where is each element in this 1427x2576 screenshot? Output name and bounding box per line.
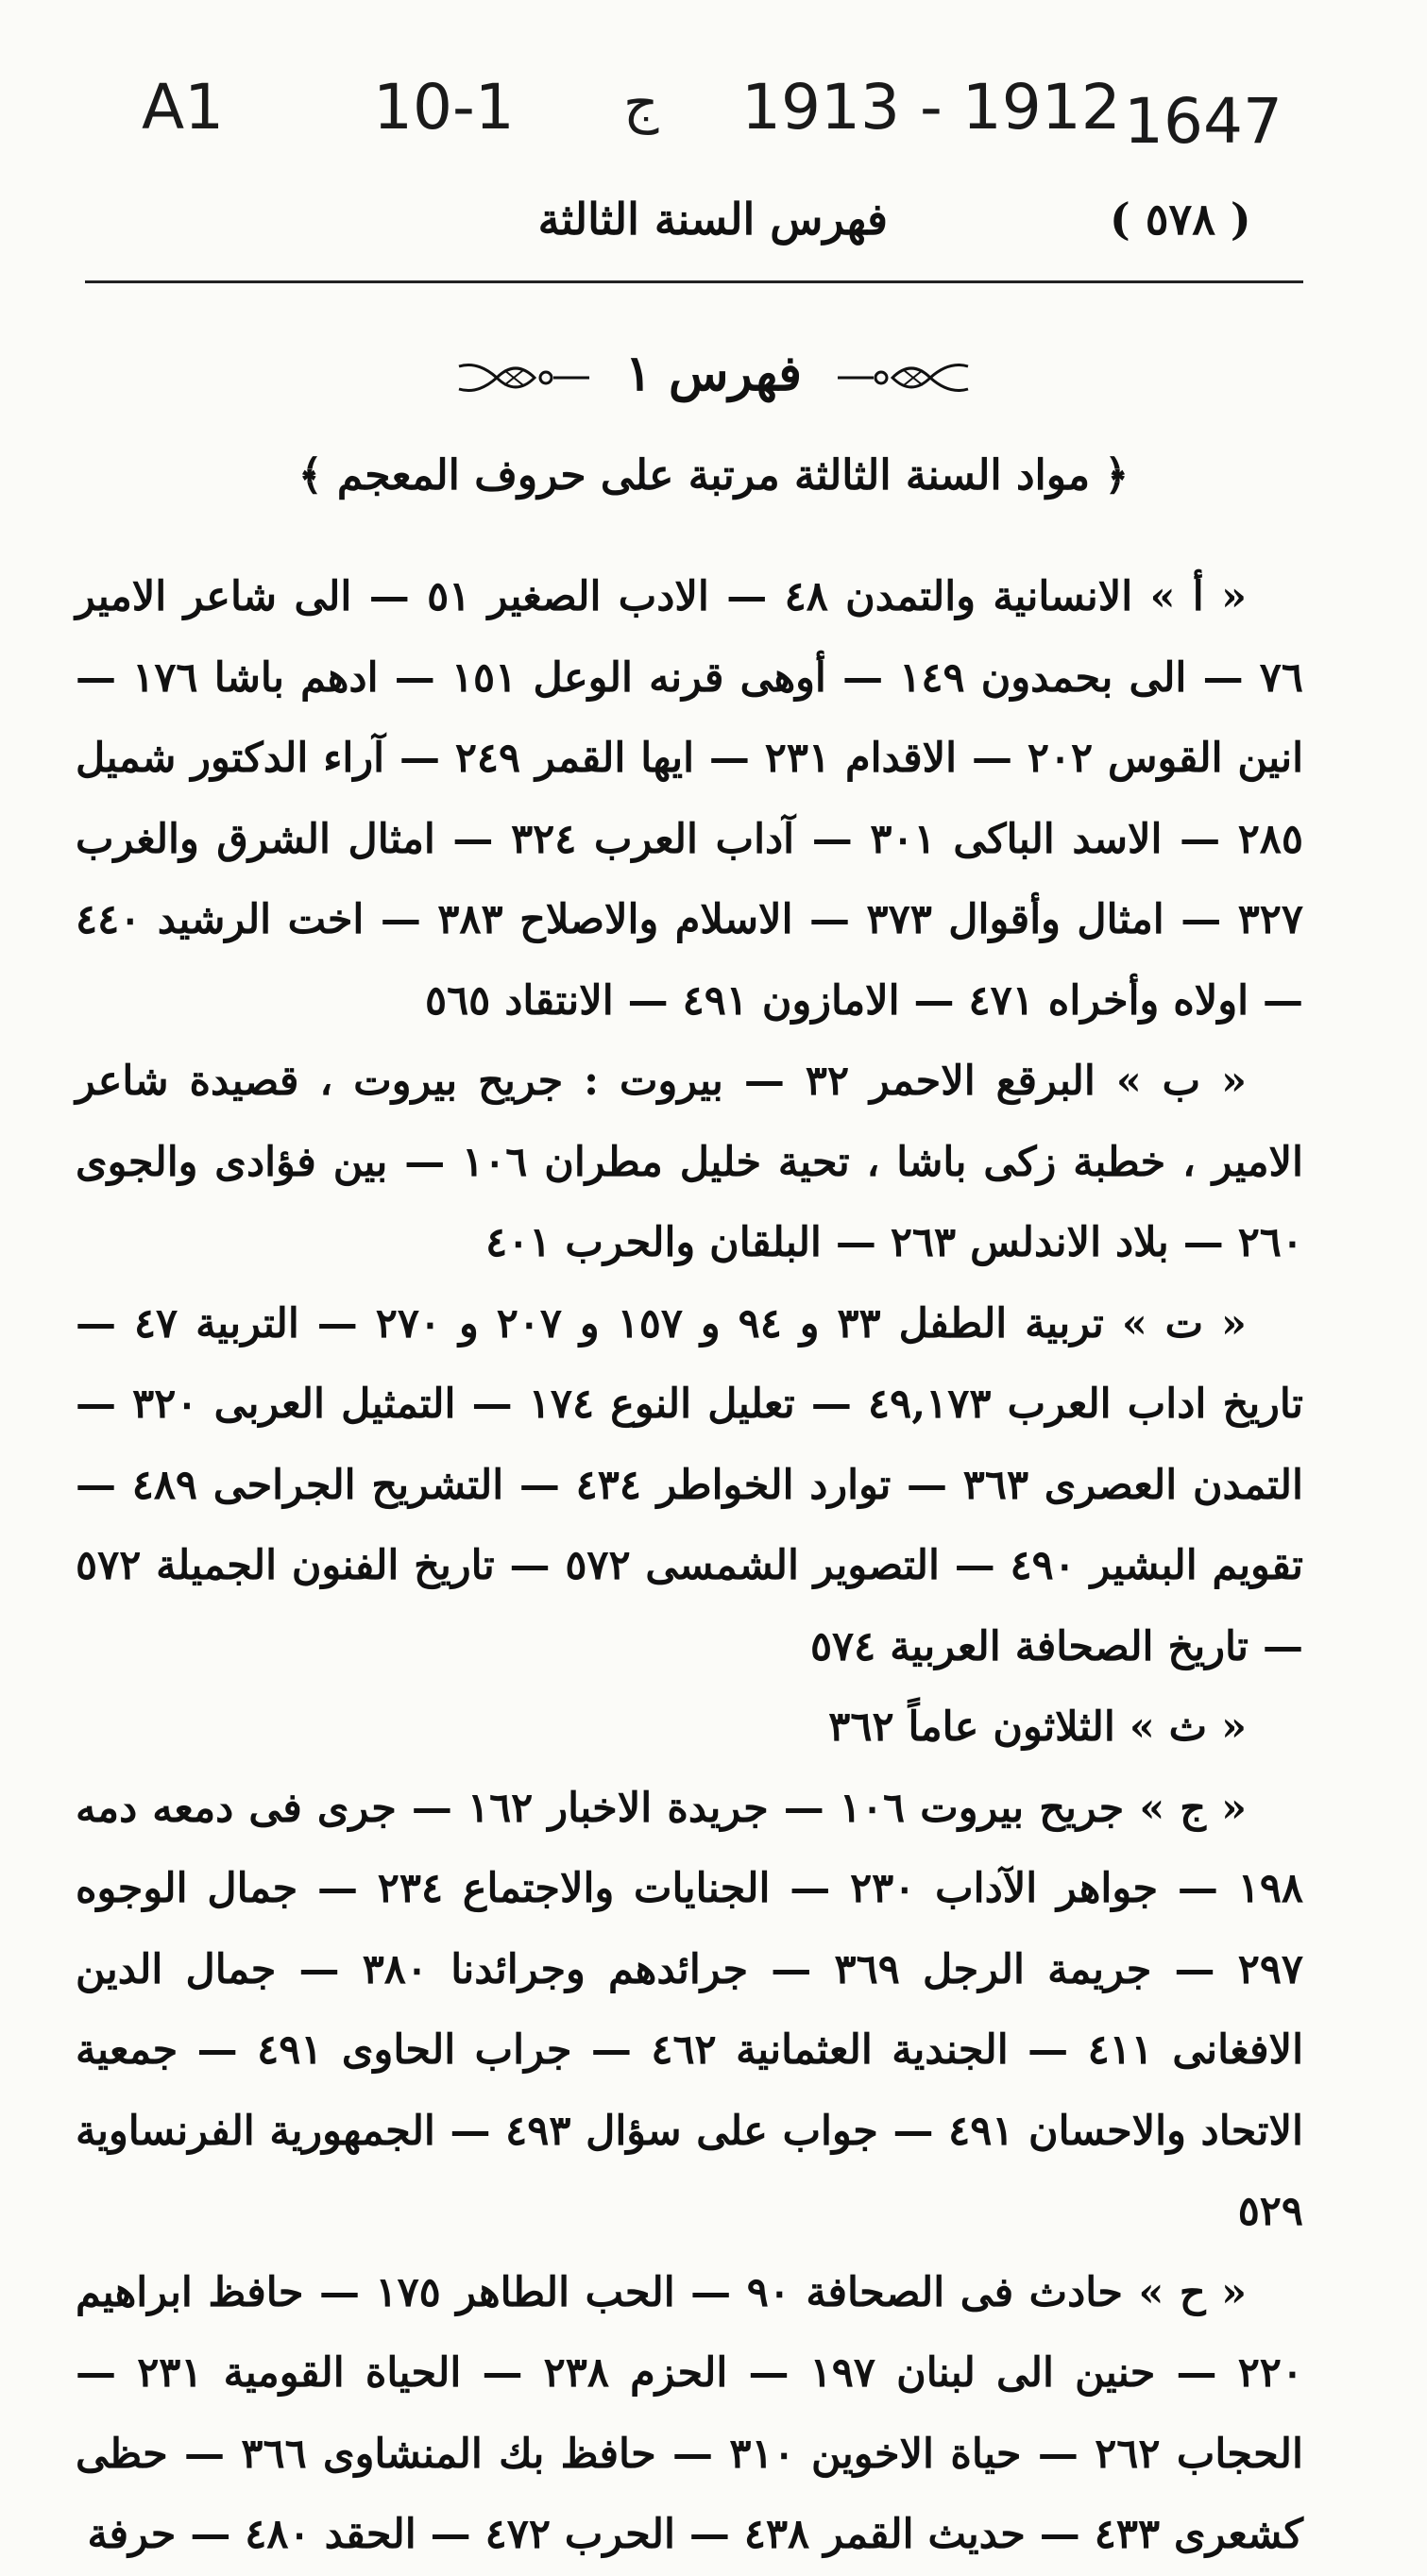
index-body — [76, 557, 1303, 2576]
handwritten-years: 1913 - 1912 — [741, 71, 1121, 144]
running-title: فهرس السنة الثالثة — [537, 194, 888, 245]
ornament-right-icon — [836, 359, 977, 397]
running-header — [85, 184, 1294, 279]
index-entry-alif: « أ » الانسانية والتمدن ٤٨ — الادب الصغير ٥١ — الى شاعر الامير ٧٦ — الى بحمدون ١٤٩ — أوهى قرنه الوعل ١٥١ — ادهم باشا ١٧٦ — انين القوس ٢٠٢ — الاقدام ٢٣١ — ايها القمر ٢٤٩ — آراء الدكتور شميل ٢٨٥ — الاسد الباكى ٣٠١ — آداب العرب ٣٢٤ — امثال الشرق والغرب ٣٢٧ — امثال وأقوال ٣٧٣ — الاسلام والاصلاح ٣٨٣ — اخت الرشيد ٤٤٠ — اولاه وأخراه ٤٧١ — الامازون ٤٩١ — الانتقاد ٥٦٥ — [76, 573, 1304, 1025]
index-heading — [0, 345, 1427, 402]
index-heading-text: فهرس ١ — [624, 345, 803, 402]
handwritten-ref: A1 — [142, 71, 225, 144]
header-rule — [85, 280, 1303, 283]
handwritten-mark: ج — [623, 71, 659, 135]
handwritten-annotation — [123, 52, 1294, 156]
index-entry-ha: « ح » حادث فى الصحافة ٩٠ — الحب الطاهر ١٧٥ — حافظ ابراهيم ٢٢٠ — حنين الى لبنان ١٩٧ — الحزم ٢٣٨ — الحياة القومية ٢٣١ — الحجاب ٢٦٢ — حياة الاخوين ٣١٠ — حافظ بك المنشاوى ٣٦٦ — حظى كشعرى ٤٣٣ — حديث القمر ٤٣٨ — الحرب ٤٧٢ — الحقد ٤٨٠ — حرفة — [76, 2268, 1303, 2558]
ornament-left-icon — [450, 359, 591, 397]
index-entry-jim: « ج » جريح بيروت ١٠٦ — جريدة الاخبار ١٦٢ — جرى فى دمعه دمه ١٩٨ — جواهر الآداب ٢٣٠ — الجنايات والاجتماع ٢٣٤ — جمال الوجوه ٢٩٧ — جريمة الرجل ٣٦٩ — جرائدهم وجرائدنا ٣٨٠ — جمال الدين الافغانى ٤١١ — الجندية العثمانية ٤٦٢ — جراب الحاوى ٤٩١ — جمعية الاتحاد والاحسان ٤٩١ — جواب على سؤال ٤٩٣ — الجمهورية الفرنساوية ٥٢٩ — [76, 1784, 1304, 2235]
page-number: ( ٥٧٨ ) — [1110, 194, 1251, 245]
handwritten-number: 1647 — [1124, 85, 1283, 158]
index-entry-ba: « ب » البرقع الاحمر ٣٢ — بيروت : جريح بيروت ، قصيدة شاعر الامير ، خطبة زكى باشا ، تحية خليل مطران ١٠٦ — بين فؤادى والجوى ٢٦٠ — بلاد الاندلس ٢٦٣ — البلقان والحرب ٤٠١ — [76, 1058, 1303, 1266]
handwritten-code: 10-1 — [373, 71, 515, 144]
index-entry-tha: « ث » الثلاثون عاماً ٣٦٢ — [828, 1703, 1247, 1751]
index-subtitle: ﴿ مواد السنة الثالثة مرتبة على حروف المعجم ﴾ — [297, 451, 1130, 500]
index-entry-ta: « ت » تربية الطفل ٣٣ و ٩٤ و ١٥٧ و ٢٠٧ و ٢٧٠ — التربية ٤٧ — تاريخ اداب العرب ٤٩,١٧٣ — تعليل النوع ١٧٤ — التمثيل العربى ٣٢٠ — التمدن العصرى ٣٦٣ — توارد الخواطر ٤٣٤ — التشريح الجراحى ٤٨٩ — تقويم البشير ٤٩٠ — التصوير الشمسى ٥٧٢ — تاريخ الفنون الجميلة ٥٧٢ — تاريخ الصحافة العربية ٥٧٤ — [76, 1299, 1303, 1670]
